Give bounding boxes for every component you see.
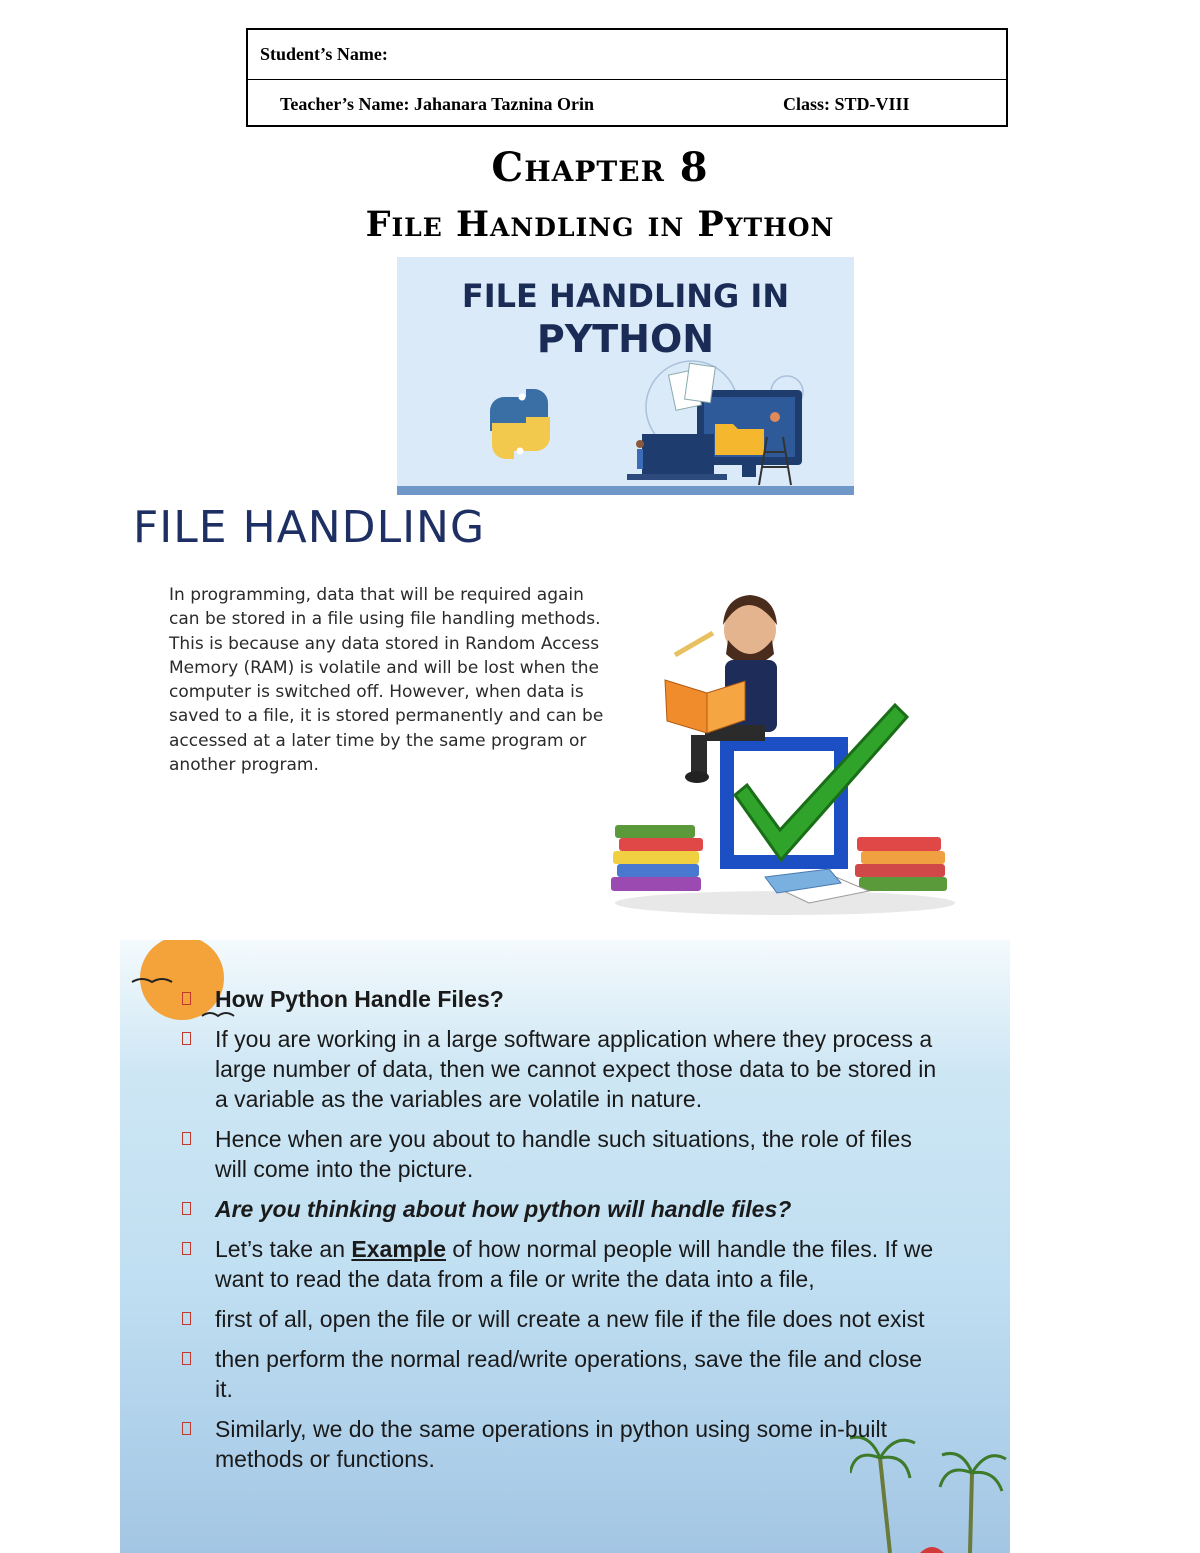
- bullet-icon: [182, 1352, 191, 1365]
- list-item: [182, 1234, 942, 1294]
- bullet-text: If you are working in a large software application where they process a large number of data, then we cannot expect those data to be stored in a variable as the variables are volatile in nature.: [215, 1026, 937, 1112]
- banner-image: [397, 257, 854, 495]
- bullet-icon: [182, 1422, 191, 1435]
- bullet-text: then perform the normal read/write operations, save the file and close it.: [215, 1346, 922, 1402]
- file-handling-paragraph: [169, 583, 649, 777]
- how-python-heading: How Python Handle Files?: [215, 986, 504, 1012]
- paragraph-line: In programming, data that will be required again: [169, 585, 584, 605]
- chapter-title: Chapter 8: [491, 144, 709, 191]
- bullet-icon: [182, 1242, 191, 1255]
- bullet-icon: [182, 992, 191, 1005]
- list-item: [182, 1344, 942, 1404]
- paragraph-line: This is because any data stored in Random Access: [169, 633, 600, 654]
- example-link: Example: [351, 1236, 447, 1262]
- paragraph-line: Memory (RAM) is volatile and will be lost when the: [169, 657, 599, 678]
- python-logo-icon: [490, 389, 550, 459]
- how-python-panel: [120, 940, 1010, 1553]
- file-handling-heading: FILE HANDLING: [133, 502, 486, 553]
- bullet-text: first of all, open the file or will create a new file if the file does not exist: [215, 1306, 925, 1332]
- list-item: [182, 1304, 942, 1334]
- banner-title-line2: PYTHON: [536, 317, 715, 361]
- list-item: [182, 1194, 942, 1224]
- student-info-table: [246, 28, 1008, 127]
- bullet-text-post: of how normal people will handle the files. If we want to read the data from a file or write the data into a file,: [215, 1236, 934, 1292]
- list-item: [182, 1414, 942, 1474]
- bullet-icon: [182, 1202, 191, 1215]
- list-item: [182, 984, 942, 1014]
- teacher-name-label: Teacher’s Name: Jahanara Taznina Orin: [280, 94, 595, 114]
- bullet-icon: [182, 1312, 191, 1325]
- paragraph-line: another program.: [169, 755, 319, 776]
- bullet-text: Hence when are you about to handle such situations, the role of files will come into the picture.: [215, 1126, 912, 1182]
- paragraph-line: computer is switched off. However, when data is: [169, 682, 584, 703]
- list-item: [182, 1124, 942, 1184]
- chapter-subtitle: File Handling in Python: [365, 204, 835, 245]
- list-item: [182, 1024, 942, 1114]
- student-name-row: [248, 30, 1006, 80]
- teacher-class-row: [248, 80, 1006, 128]
- banner-bottom-bar: [397, 486, 854, 495]
- bullet-icon: [182, 1032, 191, 1045]
- bullet-text: Are you thinking about how python will handle files?: [215, 1196, 792, 1222]
- bullet-text-pre: Let’s take an: [215, 1236, 352, 1262]
- student-name-label: Student’s Name:: [260, 44, 388, 64]
- bullet-icon: [182, 1132, 191, 1145]
- paragraph-line: accessed at a later time by the same program or: [169, 730, 587, 751]
- paragraph-line: saved to a file, it is stored permanently and can be: [169, 706, 604, 727]
- paragraph-line: can be stored in a file using file handling methods.: [169, 609, 601, 630]
- class-label: Class: STD-VIII: [783, 94, 910, 114]
- how-python-bullet-list: [182, 984, 942, 1484]
- bullet-text: Similarly, we do the same operations in python using some in-built methods or functions.: [215, 1416, 888, 1472]
- banner-title-line1: FILE HANDLING IN: [461, 277, 790, 315]
- reader-checkmark-illustration: [595, 585, 965, 930]
